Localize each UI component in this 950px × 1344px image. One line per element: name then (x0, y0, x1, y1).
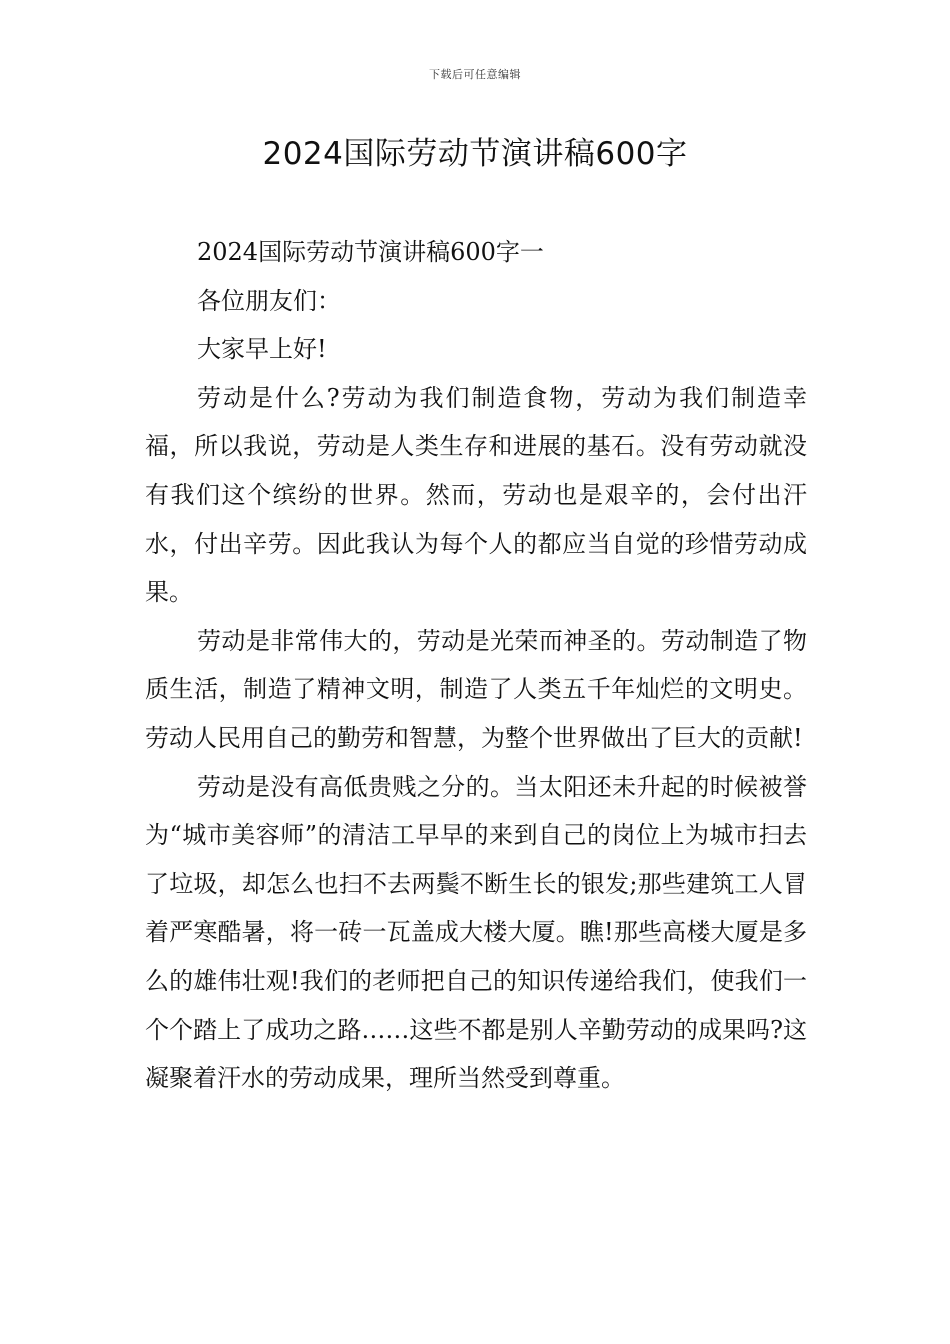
body-paragraph: 劳动是没有高低贵贱之分的。当太阳还未升起的时候被誉为“城市美容师”的清洁工早早的来到自己的岗位上为城市扫去了垃圾，却怎么也扫不去两鬓不断生长的银发;那些建筑工人冒着严寒酷暑，将一砖一瓦盖成大楼大厦。瞧!那些高楼大厦是多么的雄伟壮观!我们的老师把自己的知识传递给我们，使我们一个个踏上了成功之路……这些不都是别人辛勤劳动的成果吗?这凝聚着汗水的劳动成果，理所当然受到尊重。 (145, 772, 807, 1093)
greeting: 大家早上好! (197, 335, 327, 364)
body-paragraph: 劳动是什么?劳动为我们制造食物，劳动为我们制造幸福，所以我说，劳动是人类生存和进展的基石。没有劳动就没有我们这个缤纷的世界。然而，劳动也是艰辛的，会付出汗水，付出辛劳。因此我认为每个人的都应当自觉的珍惜劳动成果。 (145, 383, 807, 607)
salutation: 各位朋友们： (197, 286, 341, 315)
body-paragraph: 劳动是非常伟大的，劳动是光荣而神圣的。劳动制造了物质生活，制造了精神文明，制造了人类五千年灿烂的文明史。劳动人民用自己的勤劳和智慧，为整个世界做出了巨大的贡献! (145, 626, 807, 752)
header-note: 下载后可任意编辑 (429, 68, 521, 81)
section-heading: 2024国际劳动节演讲稿600字一 (197, 238, 544, 266)
document-body (145, 228, 807, 1103)
document-title: 2024国际劳动节演讲稿600字 (262, 136, 688, 172)
